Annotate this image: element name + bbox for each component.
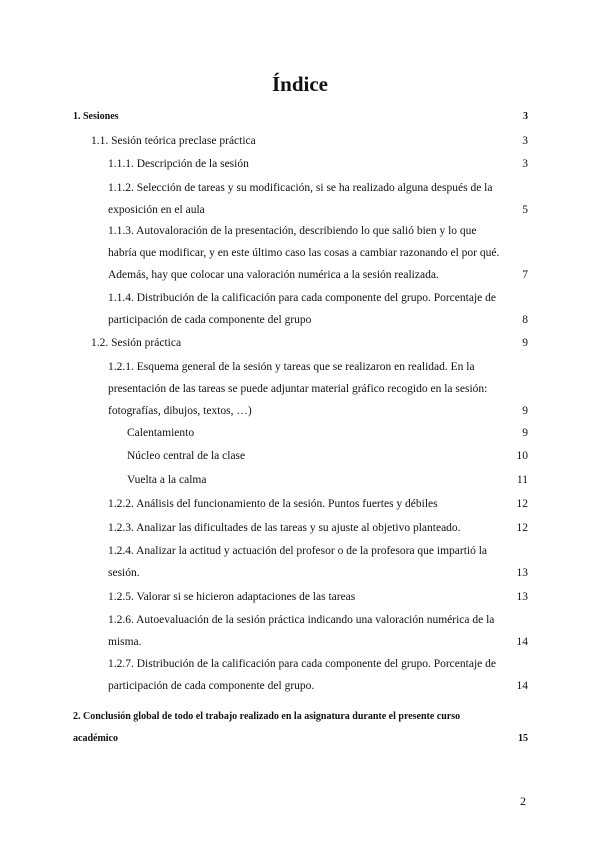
toc-entry-text: 1.2.7. Distribución de la calificación para cada componente del grupo. Porcentaje de participación de cada componente del grupo. bbox=[108, 658, 496, 692]
toc-entry-text: Vuelta a la calma bbox=[127, 474, 207, 486]
toc-entry-page: 12 bbox=[516, 522, 528, 534]
toc-entry-text: 1.1.1. Descripción de la sesión bbox=[108, 158, 249, 170]
toc-entry-page: 10 bbox=[516, 450, 528, 462]
toc-entry-page: 14 bbox=[516, 636, 528, 648]
toc-entry-text: Núcleo central de la clase bbox=[127, 450, 246, 462]
toc-entry-text: 1.1.2. Selección de tareas y su modificación, si se ha realizado alguna después de la exposición en el aula bbox=[108, 182, 493, 216]
toc-entry-page: 13 bbox=[516, 591, 528, 603]
toc-entry-page: 9 bbox=[522, 337, 528, 349]
toc-entry-page: 12 bbox=[516, 498, 528, 510]
toc-entry-page: 8 bbox=[522, 314, 528, 326]
toc-entry-text: Calentamiento bbox=[127, 427, 195, 439]
toc-entry-page: 9 bbox=[522, 405, 528, 417]
toc-entry-text: 2. Conclusión global de todo el trabajo realizado en la asignatura durante el presente curso académico bbox=[73, 711, 461, 744]
toc-entry-1-1-3[interactable] bbox=[108, 220, 528, 286]
toc-entry-1-2-5[interactable] bbox=[108, 586, 528, 608]
toc-entry-text: 1. Sesiones bbox=[73, 111, 119, 122]
toc-entry-text: 1.2.6. Autoevaluación de la sesión práctica indicando una valoración numérica de la misma. bbox=[108, 614, 495, 648]
toc-entry-page: 3 bbox=[522, 158, 528, 170]
toc-entry-text: 1.1. Sesión teórica preclase práctica bbox=[91, 135, 256, 147]
toc-entry-1-1-4[interactable] bbox=[108, 287, 528, 331]
toc-entry-page: 14 bbox=[516, 680, 528, 692]
toc-entry-page: 3 bbox=[522, 135, 528, 147]
toc-entry-1-2-6[interactable] bbox=[108, 609, 528, 653]
toc-entry-conclusion[interactable] bbox=[73, 706, 528, 750]
toc-entry-1-1-2[interactable] bbox=[108, 177, 528, 221]
page-number: 2 bbox=[520, 794, 526, 808]
toc-entry-1-2-3[interactable] bbox=[108, 517, 528, 539]
toc-entry-1-2-7[interactable] bbox=[108, 653, 528, 697]
toc-entry-nucleo-central[interactable] bbox=[127, 445, 528, 467]
toc-entry-text: 1.2.4. Analizar la actitud y actuación del profesor o de la profesora que impartió la sesión. bbox=[108, 545, 488, 579]
toc-entry-text: 1.2. Sesión práctica bbox=[91, 337, 182, 349]
toc-entry-1-1-1[interactable] bbox=[108, 153, 528, 175]
toc-entry-page: 9 bbox=[522, 427, 528, 439]
toc-entry-page: 3 bbox=[523, 111, 528, 122]
toc-entry-page: 5 bbox=[522, 204, 528, 216]
toc-entry-text: 1.2.5. Valorar si se hicieron adaptaciones de las tareas bbox=[108, 591, 356, 603]
toc-entry-sesiones[interactable] bbox=[73, 106, 528, 128]
toc-entry-page: 13 bbox=[516, 567, 528, 579]
index-title: Índice bbox=[271, 72, 328, 96]
toc-entry-page: 11 bbox=[516, 474, 528, 486]
toc-entry-text: 1.2.1. Esquema general de la sesión y tareas que se realizaron en realidad. En la presentación de las tareas se puede adjuntar material gráfico recogido en la sesión: fotografías, dibujos, textos, …) bbox=[108, 361, 488, 417]
toc-entry-1-1[interactable] bbox=[91, 130, 528, 152]
toc-entry-text: 1.1.4. Distribución de la calificación para cada componente del grupo. Porcentaje de participación de cada componente del grupo bbox=[108, 292, 496, 326]
toc-entry-text: 1.2.3. Analizar las dificultades de las tareas y su ajuste al objetivo planteado. bbox=[108, 522, 461, 534]
toc-entry-vuelta-calma[interactable] bbox=[127, 469, 528, 491]
toc-entry-text: 1.1.3. Autovaloración de la presentación, describiendo lo que salió bien y lo que habría que modificar, y en este último caso las cosas a cambiar razonando el por qué. Además, hay que colocar una valoración numérica a la sesión realizada. bbox=[108, 225, 500, 281]
toc-entry-1-2[interactable] bbox=[91, 332, 528, 354]
toc-entry-text: 1.2.2. Análisis del funcionamiento de la sesión. Puntos fuertes y débiles bbox=[108, 498, 438, 510]
toc-entry-1-2-4[interactable] bbox=[108, 540, 528, 584]
toc-entry-page: 15 bbox=[518, 733, 528, 744]
toc-entry-1-2-2[interactable] bbox=[108, 493, 528, 515]
toc-entry-page: 7 bbox=[522, 269, 528, 281]
toc-entry-1-2-1[interactable] bbox=[108, 356, 528, 422]
toc-entry-calentamiento[interactable] bbox=[127, 422, 528, 444]
